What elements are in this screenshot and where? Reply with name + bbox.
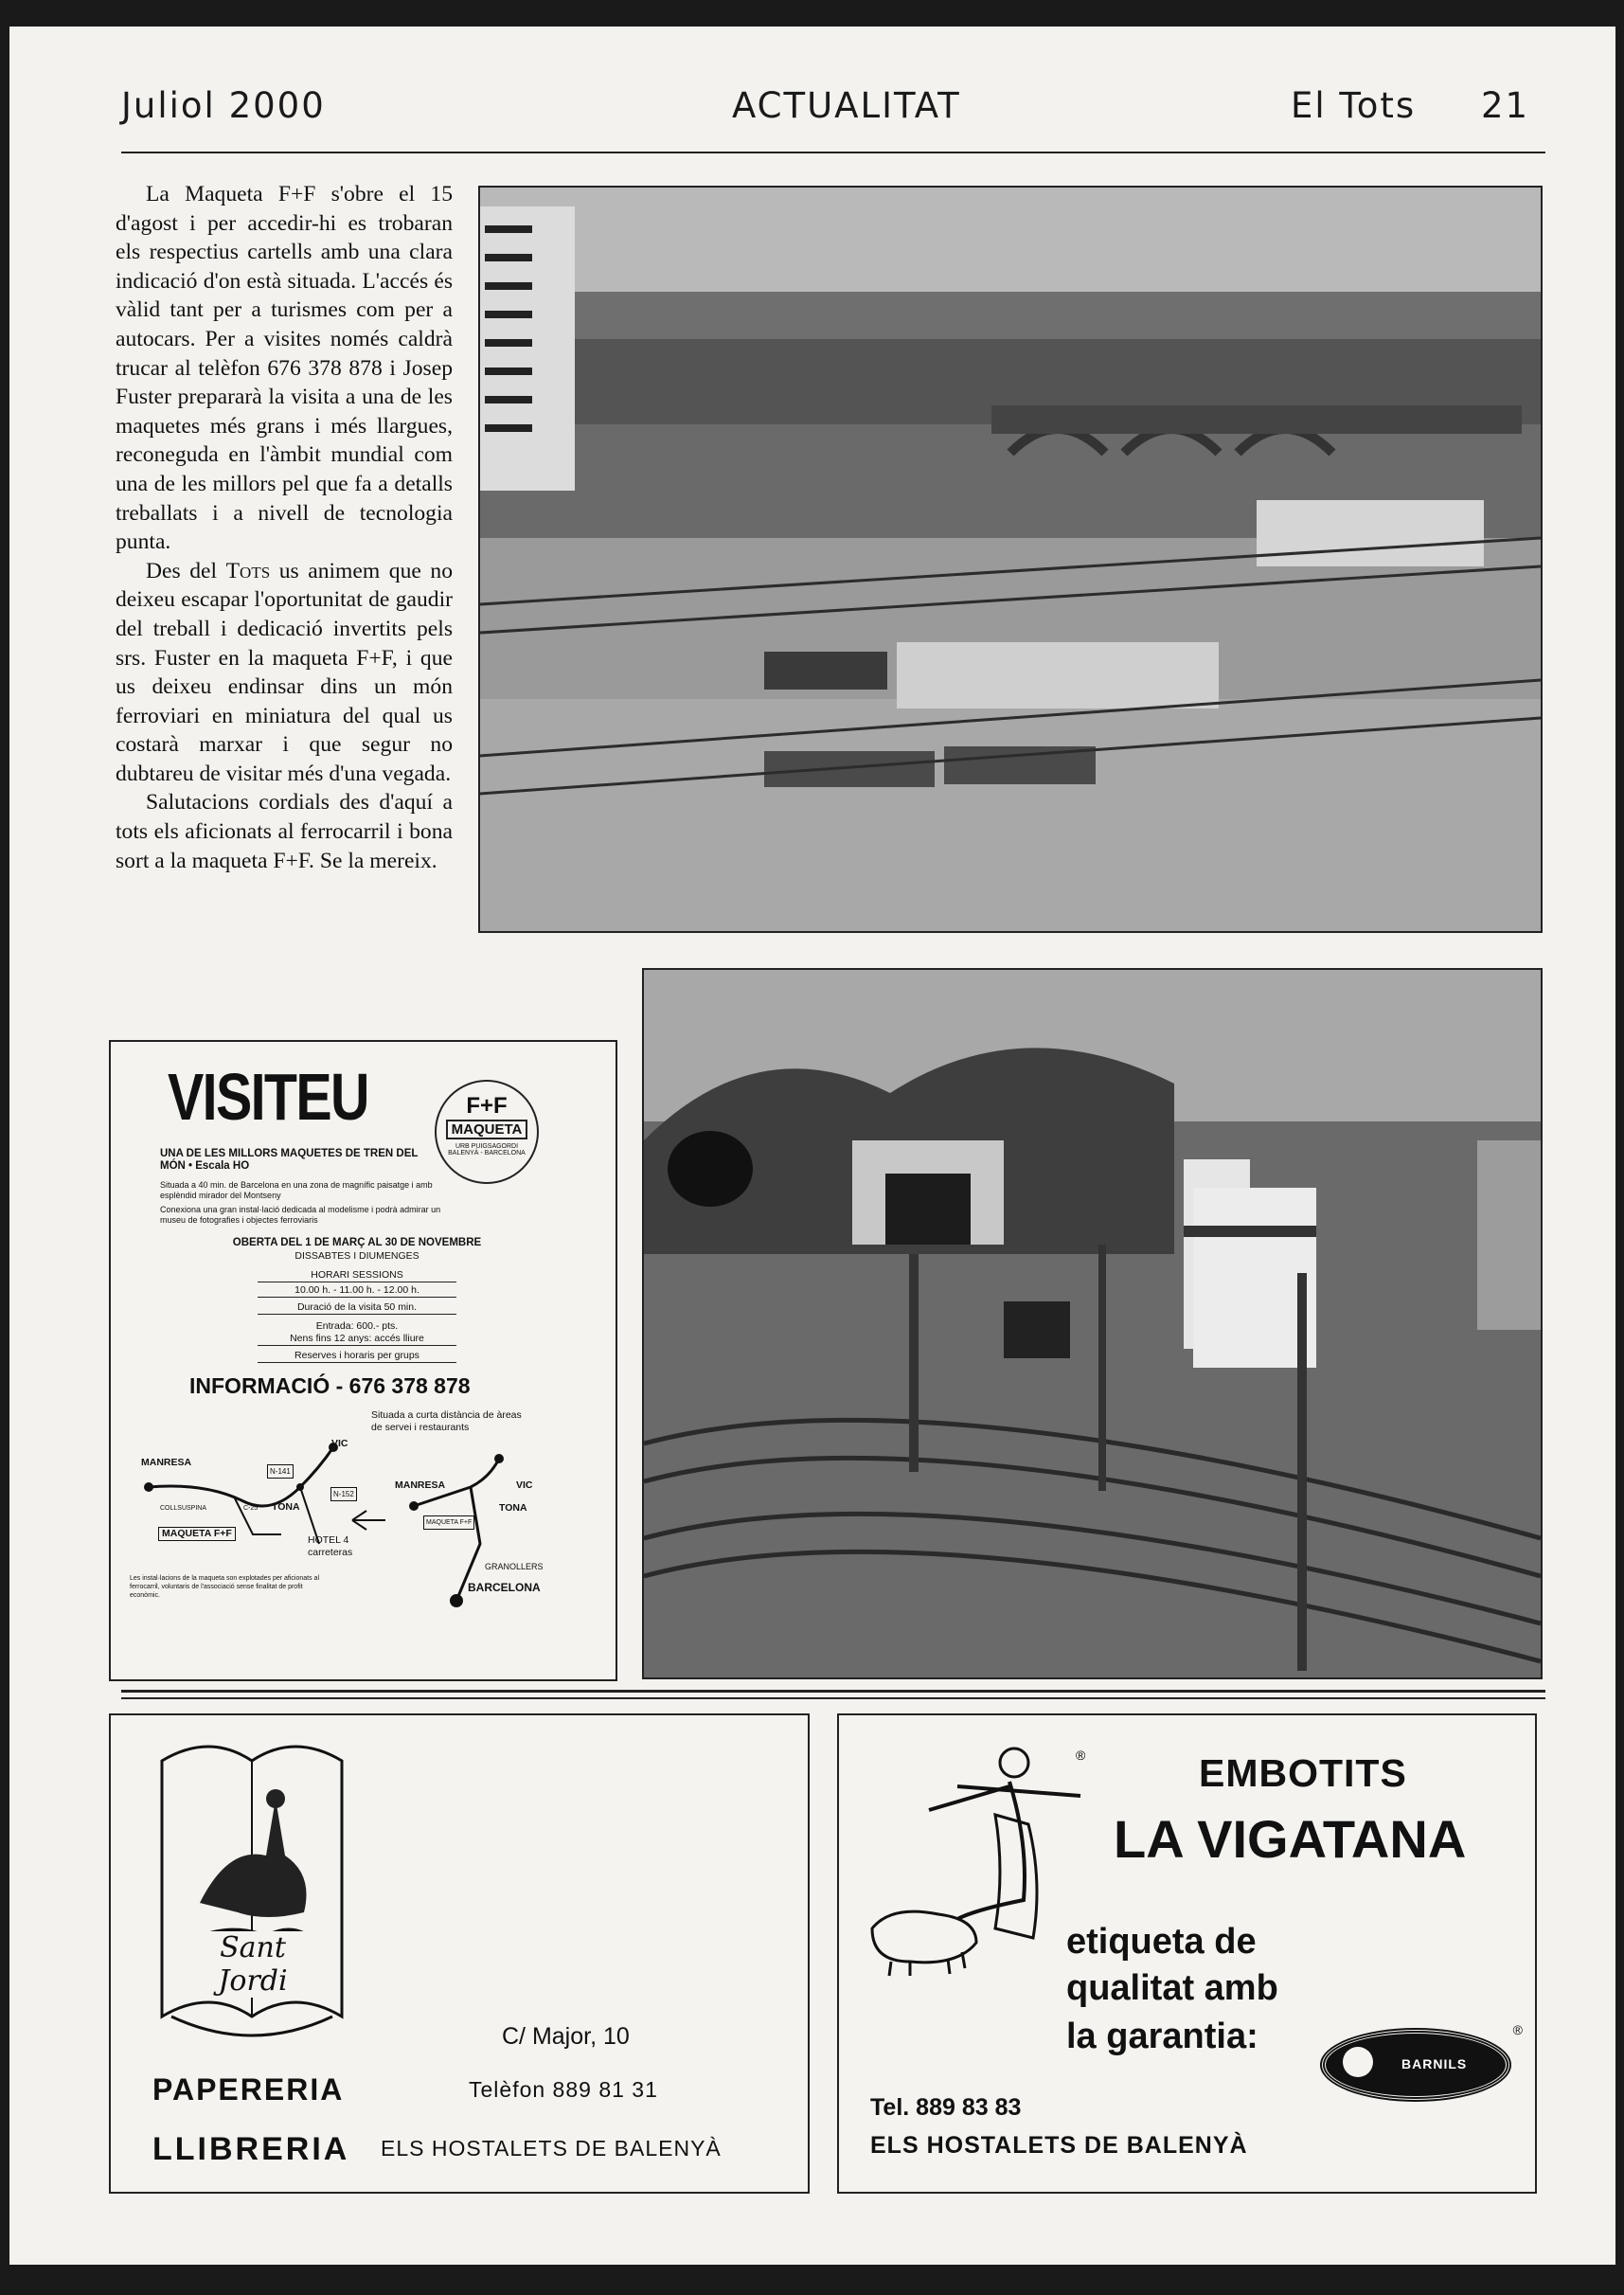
section-rule — [121, 1697, 1545, 1699]
tagline-1: etiqueta de — [1066, 1922, 1257, 1962]
section-rule — [121, 1690, 1545, 1693]
ad-papereria-sant-jordi — [109, 1713, 810, 2194]
ad-hours-label: HORARI SESSIONS — [258, 1269, 456, 1282]
scan-edge — [9, 2265, 1615, 2284]
section-title: ACTUALITAT — [732, 85, 961, 126]
papereria-address: C/ Major, 10 — [502, 2023, 630, 2050]
papereria-town: ELS HOSTALETS DE BALENYÀ — [381, 2136, 722, 2161]
article-body — [116, 180, 453, 875]
butcher-and-pig-illustration — [853, 1739, 1086, 1976]
ad-price-children: Nens fins 12 anys: accés lliure — [258, 1333, 456, 1346]
ad-info-phone: INFORMACIÓ - 676 378 878 — [189, 1373, 471, 1398]
ad-duration: Duració de la visita 50 min. — [258, 1301, 456, 1315]
article-paragraph: Des del Tots us animem que no deixeu escapar l'oportunitat de gaudir del treball i dedicació invertits pels srs. Fuster en la maqueta F+F, i que us deixeu endinsar dins un món ferroviari en miniatura del qual us costarà marxar i que segur no dubtareu de visitar més d'una vegada. — [116, 558, 453, 786]
page-number: 21 — [1481, 85, 1530, 126]
la-vigatana-title: LA VIGATANA — [1114, 1809, 1467, 1869]
model-railway-city-photo — [478, 186, 1543, 933]
map-label-tona: TONA — [272, 1501, 300, 1513]
tagline-2: qualitat amb — [1066, 1968, 1278, 2008]
ad-price-adults: Entrada: 600.- pts. — [315, 1320, 399, 1332]
svg-text:®: ® — [1076, 1748, 1086, 1763]
ff-maqueta-logo: F+F MAQUETA URB PUIGSAGORDI BALENYÀ - BARCELONA — [435, 1080, 539, 1184]
ad-embotits-la-vigatana — [837, 1713, 1537, 2194]
publication-name-inline: Tots — [225, 558, 271, 583]
embotits-title: EMBOTITS — [1199, 1751, 1407, 1795]
ad-opening-days: DISSABTES I DIUMENGES — [294, 1250, 419, 1262]
article-paragraph: La Maqueta F+F s'obre el 15 d'agost i per accedir-hi es trobaran els respectius cartells amb una clara indicació d'on està situada. L'accés és vàlid tant per a turismes com per a autocars. Per a visites només caldrà trucar al telèfon 676 378 878 i Josep Fuster prepararà la visita a una de les maquetes més grans i més llargues, reconeguda en l'àmbit mundial com una de les millors pel que fa a detalls treballats i a nivell de tecnologia punta. — [116, 182, 453, 555]
barnils-brand-logo: BARNILS ® — [1322, 2030, 1509, 2100]
sant-jordi-logo-text: Sant Jordi — [182, 1931, 324, 1998]
map-label-vic-2: VIC — [516, 1479, 533, 1491]
map-label-hotel: HOTEL 4 carreteras — [308, 1534, 353, 1558]
embotits-town: ELS HOSTALETS DE BALENYÀ — [870, 2132, 1248, 2159]
map-label-maqueta-2: MAQUETA F+F — [423, 1515, 474, 1530]
ad-description: Situada a 40 min. de Barcelona en una zona de magnífic paisatge i amb esplèndid mirador del Montseny — [160, 1180, 433, 1200]
ad-maqueta-ff — [109, 1040, 617, 1681]
ad-headline: VISITEU — [168, 1060, 368, 1134]
tagline-3: la garantia: — [1066, 2017, 1258, 2056]
map-road-c25: C-25 — [243, 1505, 259, 1512]
map-label-manresa: MANRESA — [141, 1457, 192, 1468]
map-label-maqueta: MAQUETA F+F — [158, 1527, 236, 1541]
ad-hours: 10.00 h. - 11.00 h. - 12.00 h. — [258, 1284, 456, 1298]
map-label-tona-2: TONA — [499, 1502, 527, 1514]
papereria-phone: Telèfon 889 81 31 — [469, 2077, 658, 2102]
publication-name: El Tots — [1291, 85, 1417, 126]
issue-date: Juliol 2000 — [121, 85, 326, 126]
map-label-barcelona: BARCELONA — [468, 1581, 541, 1594]
ad-groups: Reserves i horaris per grups — [258, 1350, 456, 1363]
map-road-n152: N-152 — [330, 1487, 357, 1501]
map-label-granollers: GRANOLLERS — [485, 1562, 544, 1571]
article-paragraph: Salutacions cordials des d'aquí a tots els aficionats al ferrocarril i bona sort a la maqueta F+F. Se la mereix. — [116, 790, 453, 873]
ad-situated-note: Situada a curta distància de àreas de servei i restaurants — [371, 1409, 522, 1433]
ad-opening-season: OBERTA DEL 1 DE MARÇ AL 30 DE NOVEMBRE — [232, 1237, 482, 1248]
ad-footnote: Les instal·lacions de la maqueta son explotades per aficionats al ferrocarril, voluntaris de l'associació sense finalitat de profit econòmic. — [130, 1575, 320, 1599]
ad-subtitle: UNA DE LES MILLORS MAQUETES DE TREN DEL MÓN • Escala HO — [160, 1148, 419, 1172]
embotits-phone: Tel. 889 83 83 — [870, 2094, 1022, 2121]
map-label-collsuspina: COLLSUSPINA — [160, 1505, 207, 1512]
map-label-manresa-2: MANRESA — [395, 1479, 446, 1491]
map-label-vic: VIC — [331, 1438, 348, 1449]
header-rule — [121, 152, 1545, 153]
ad-description: Conexiona una gran instal·lació dedicada al modelisme i podrà admirar un museu de fotografies i objectes ferroviaris — [160, 1205, 441, 1225]
model-railway-tunnel-photo — [642, 968, 1543, 1679]
papereria-label: PAPERERIA — [152, 2072, 345, 2107]
llibreria-label: LLIBRERIA — [152, 2131, 350, 2167]
map-road-n141: N-141 — [267, 1464, 294, 1479]
